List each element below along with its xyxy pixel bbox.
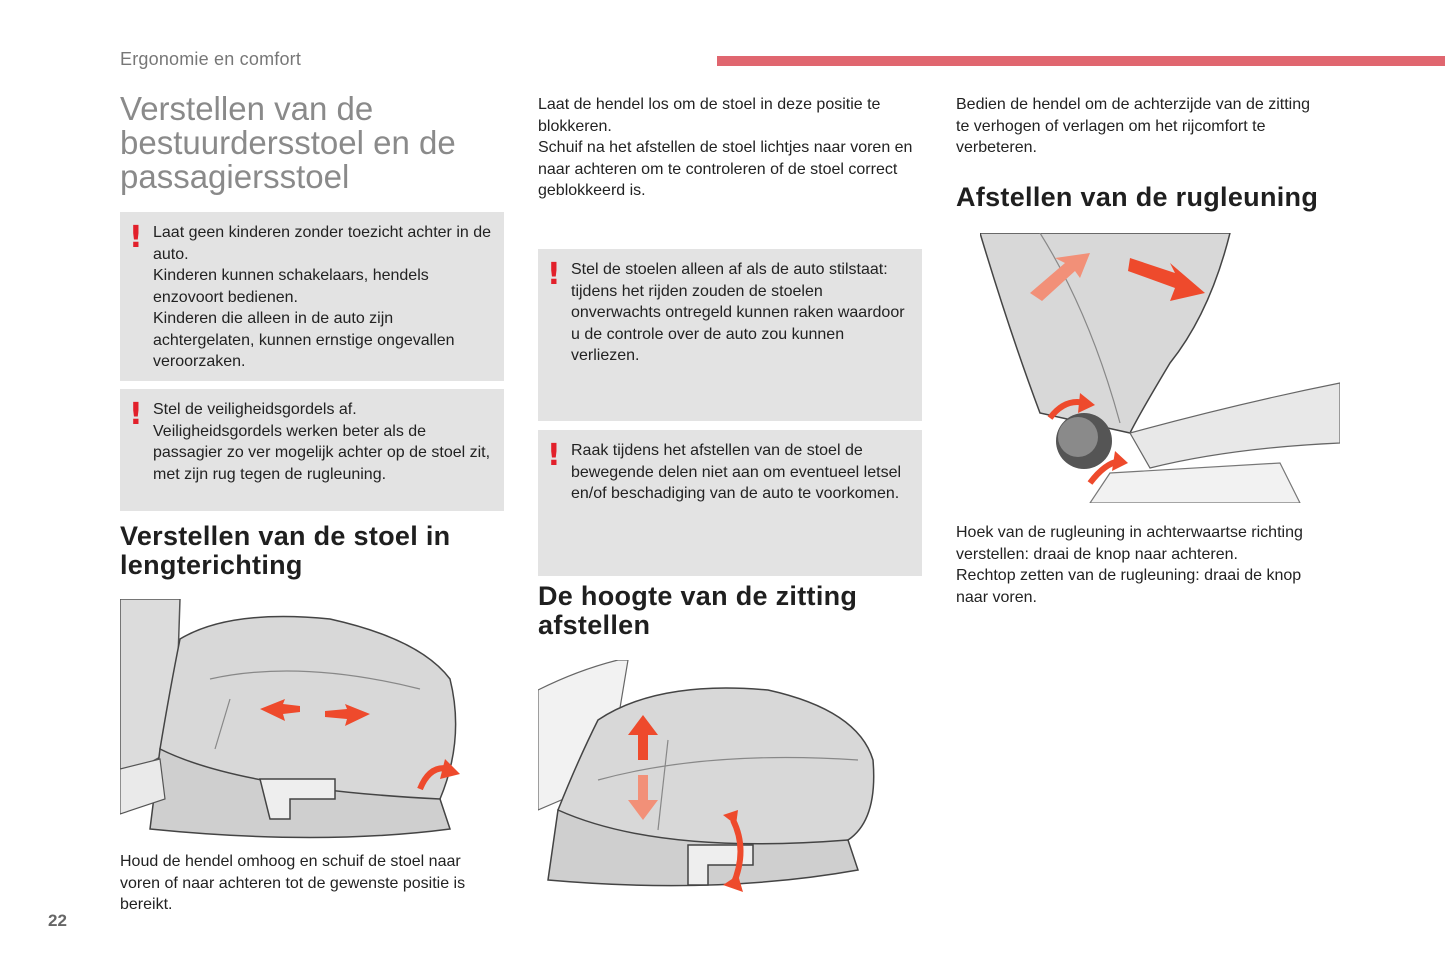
header-accent-bar bbox=[717, 56, 1445, 66]
paragraph: Rechtop zetten van de rugleuning: draai de knop naar voren. bbox=[956, 567, 1302, 606]
warning-box-seatbelts bbox=[120, 389, 504, 511]
warning-text: Stel de veiligheidsgordels af. bbox=[153, 401, 357, 418]
warning-box-moving-parts bbox=[538, 430, 922, 576]
caption-length: Houd de hendel omhoog en schuif de stoel naar voren of naar achteren tot de gewenste positie is bereikt. bbox=[120, 853, 466, 913]
exclamation-icon: ! bbox=[547, 257, 561, 292]
warning-text: Kinderen kunnen schakelaars, hendels enzovoort bedienen. bbox=[153, 267, 429, 306]
caption-backrest bbox=[956, 522, 1336, 608]
paragraph: Laat de hendel los om de stoel in deze positie te blokkeren. bbox=[538, 96, 881, 135]
exclamation-icon: ! bbox=[129, 397, 143, 432]
paragraph: Schuif na het afstellen de stoel lichtjes naar voren en naar achteren om te controleren of de stoel correct geblokkeerd is. bbox=[538, 139, 913, 199]
heading-backrest-adjustment: Afstellen van de rugleuning bbox=[956, 182, 1319, 212]
heading-length-adjustment: Verstellen van de stoel in lengterichting bbox=[120, 521, 451, 580]
warning-text: Raak tijdens het afstellen van de stoel de bewegende delen niet aan om eventueel letsel en/of beschadiging van de auto te voorkomen. bbox=[571, 442, 902, 502]
exclamation-icon: ! bbox=[547, 438, 561, 473]
exclamation-icon: ! bbox=[129, 220, 143, 255]
intro-text-col2 bbox=[538, 94, 923, 202]
warning-text: Veiligheidsgordels werken beter als de passagier zo ver mogelijk achter op de stoel zit, met zijn rug tegen de rugleuning. bbox=[153, 422, 491, 483]
heading-height-adjustment: De hoogte van de zitting afstellen bbox=[538, 581, 858, 640]
warning-text: Stel de stoelen alleen af als de auto stilstaat: tijdens het rijden zouden de stoelen onverwachts ontregeld kunnen raken waardoor u de controle over de auto zou kunnen verliezen. bbox=[571, 261, 905, 364]
paragraph: Hoek van de rugleuning in achterwaartse richting verstellen: draai de knop naar achteren. bbox=[956, 524, 1303, 563]
warning-text: Kinderen die alleen in de auto zijn achtergelaten, kunnen ernstige ongevallen veroorzaken. bbox=[153, 310, 455, 370]
intro-text-col3: Bedien de hendel om de achterzijde van de zitting te verhogen of verlagen om het rijcomfort te verbeteren. bbox=[956, 96, 1311, 156]
warning-text: Laat geen kinderen zonder toezicht achter in de auto. bbox=[153, 224, 492, 263]
page-number: 22 bbox=[48, 911, 67, 930]
backrest-illustration bbox=[980, 233, 1340, 503]
warning-box-stationary bbox=[538, 249, 922, 421]
page-title: Verstellen van de bestuurdersstoel en de passagiersstoel bbox=[120, 90, 456, 195]
section-label: Ergonomie en comfort bbox=[120, 49, 302, 69]
warning-box-children bbox=[120, 212, 504, 381]
seat-length-illustration bbox=[120, 599, 460, 846]
seat-height-illustration bbox=[538, 660, 878, 914]
